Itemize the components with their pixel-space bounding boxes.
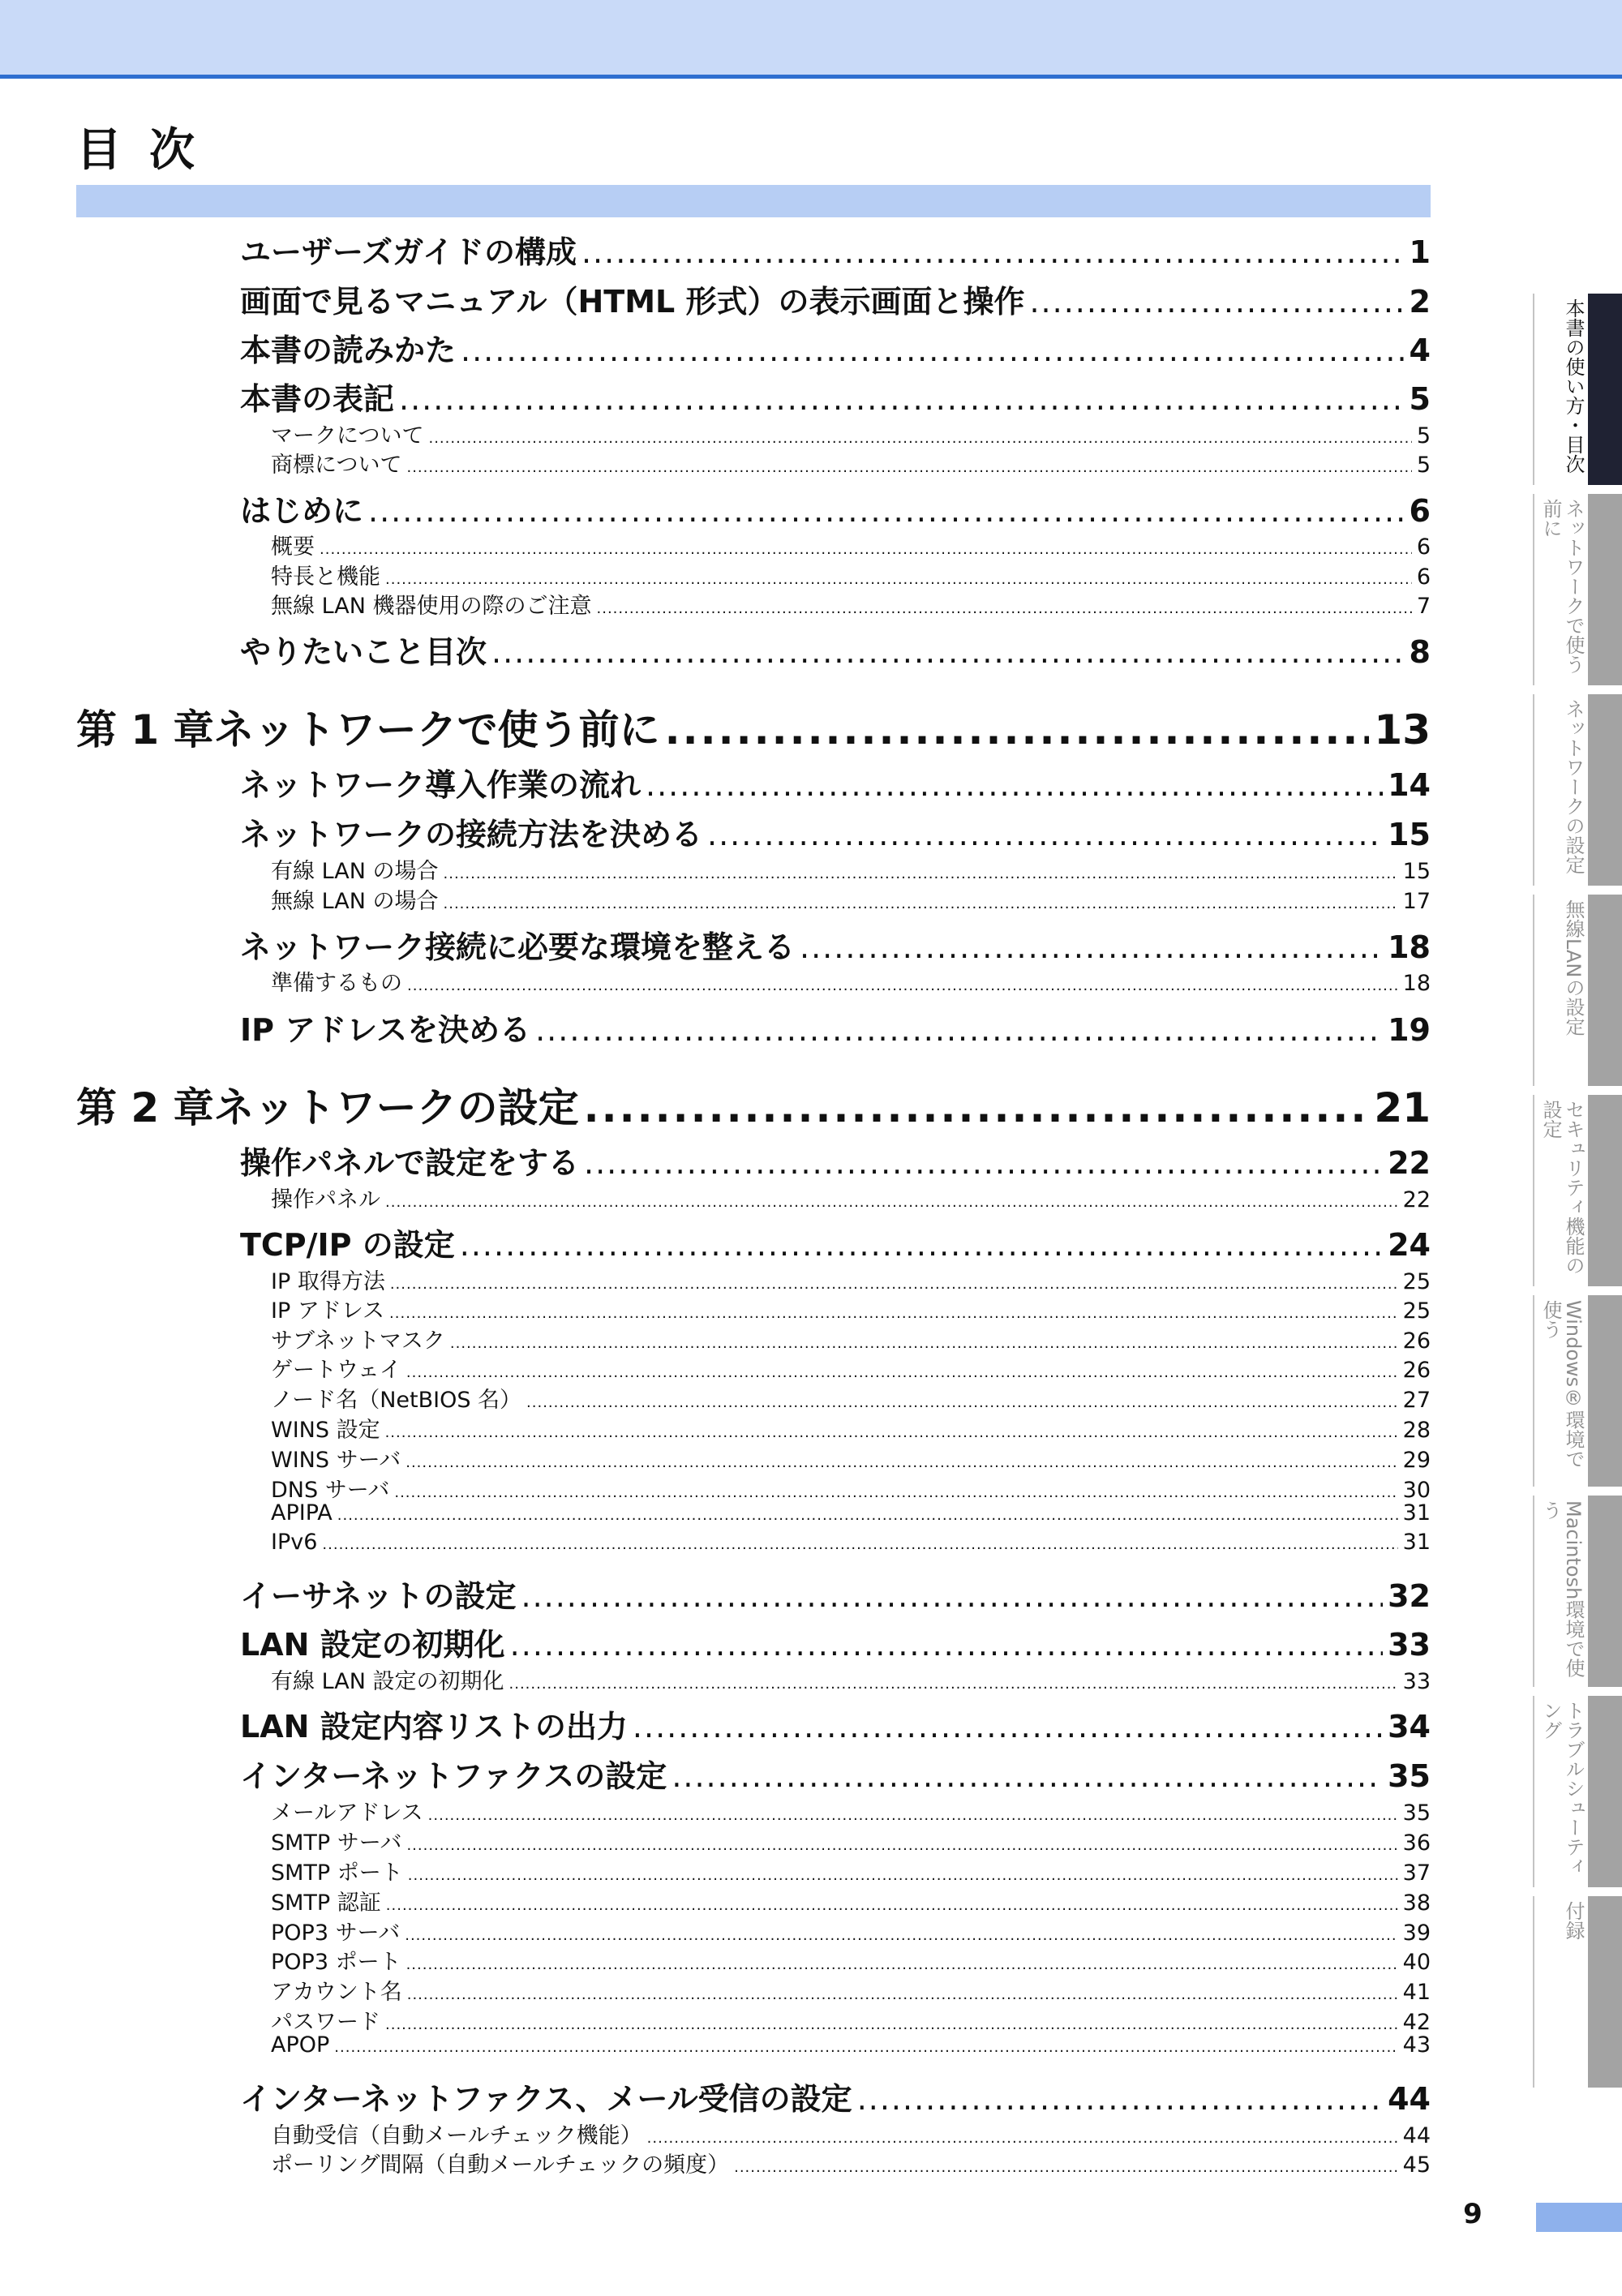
toc-subsection[interactable] [271,2118,1431,2149]
toc-entry-title: DNS サーバ [271,1477,390,1503]
dot-leader [509,1676,1398,1693]
toc-page-number: 29 [1402,1447,1431,1473]
toc-section[interactable] [240,325,1431,370]
dot-leader [337,1507,1398,1524]
toc-entry-title: ネットワーク接続に必要な環境を整える [240,929,796,966]
toc-subsection[interactable] [271,1855,1431,1886]
side-tab[interactable] [1533,1896,1622,2088]
toc-page-number: 35 [1402,1800,1431,1826]
toc-subsection[interactable] [271,965,1431,997]
toc-entry-title: 有線 LAN の場合 [271,858,439,884]
dot-leader [597,600,1412,617]
toc-entry-title: APIPA [271,1500,333,1526]
toc-subsection[interactable] [271,1825,1431,1856]
toc-entry-title: 自動受信（自動メールチェック機能） [271,2122,642,2148]
toc-entry-title: 有線 LAN 設定の初期化 [271,1668,504,1694]
toc-page-number: 7 [1416,593,1431,619]
dot-leader [584,1145,1383,1181]
side-tab-label: 本書の使い方・目次 [1562,298,1585,474]
dot-leader [491,634,1405,670]
toc-entry-title: LAN 設定の初期化 [240,1627,505,1663]
toc-entry-title: IP アドレスを決める [240,1012,531,1049]
toc-entry-title: ネットワークの接続方法を決める [240,817,703,853]
toc-entry-title: マークについて [271,423,424,448]
dot-leader [385,1194,1398,1211]
toc-subsection[interactable] [271,1323,1431,1354]
side-tab-edge [1533,1896,1534,2088]
toc-page-number: 26 [1402,1328,1431,1354]
toc-section[interactable] [240,374,1431,418]
toc-entry-title: POP3 サーバ [271,1920,401,1946]
toc-subsection[interactable] [271,1412,1431,1444]
side-tab-strip [1588,1095,1622,1286]
dot-leader [428,1807,1398,1824]
toc-page-number: 5 [1416,423,1431,448]
toc-section[interactable] [240,627,1431,672]
toc-page-number: 27 [1402,1387,1431,1413]
toc-page-number: 17 [1402,888,1431,914]
dot-leader [385,2016,1398,2033]
side-tab-strip [1588,494,1622,685]
toc-page-number: 36 [1402,1830,1431,1856]
toc-subsection[interactable] [271,1944,1431,1976]
page-title: 目次 [76,124,222,177]
toc-subsection[interactable] [271,1500,1431,1526]
top-header-bar [0,0,1622,79]
dot-leader [407,977,1398,994]
side-tab-label: ネットワークで使う前に [1539,499,1585,674]
dot-leader [461,333,1405,368]
toc-entry-title: IP 取得方法 [271,1268,385,1294]
toc-section[interactable] [240,2074,1431,2118]
dot-leader [385,1424,1398,1441]
toc-page-number: 44 [1402,2122,1431,2148]
side-tab[interactable] [1533,1095,1622,1286]
toc-subsection[interactable] [271,1182,1431,1213]
side-tab-edge [1533,895,1534,1086]
side-tab-label: Macintosh環境で使う [1539,1500,1585,1678]
side-tab-strip [1588,1496,1622,1687]
side-tab-label: 付録 [1562,1901,1585,1940]
toc-entry-title: ポーリング間隔（自動メールチェックの頻度） [271,2152,730,2178]
side-tab-edge [1533,694,1534,886]
dot-leader [406,1364,1398,1381]
toc-page-number: 6 [1409,493,1431,530]
toc-page-number: 2 [1409,284,1431,320]
dot-leader [389,1305,1398,1322]
dot-leader [334,2039,1397,2056]
toc-chapter[interactable] [76,1075,1431,1134]
toc-entry-title: ネットワークで使う前に [213,706,660,753]
toc-page-number: 5 [1416,452,1431,478]
toc-subsection[interactable] [271,883,1431,915]
toc-entry-title: POP3 ポート [271,1949,401,1975]
toc-entry-title: 概要 [271,534,315,560]
side-tab[interactable] [1533,895,1622,1086]
toc-section[interactable] [240,809,1431,854]
toc-entry-title: LAN 設定内容リストの出力 [240,1709,628,1745]
dot-leader [734,2159,1398,2176]
chapter-number: 第 1 章 [76,706,214,753]
toc-entry-title: ユーザーズガイドの構成 [240,234,577,271]
toc-subsection[interactable] [271,2004,1431,2036]
dot-leader [857,2081,1383,2117]
toc-page-number: 33 [1402,1668,1431,1694]
dot-leader [1029,284,1404,320]
side-tab[interactable] [1533,694,1622,886]
side-tab-edge [1533,1496,1534,1687]
toc-entry-title: はじめに [240,493,364,530]
toc-entry-title: やりたいこと目次 [240,634,487,671]
dot-leader [406,1837,1397,1854]
toc-page-number: 39 [1402,1920,1431,1946]
page-number: 9 [1463,2198,1483,2230]
toc-page-number: 37 [1402,1860,1431,1886]
toc-subsection[interactable] [271,1795,1431,1826]
toc-page-number: 33 [1388,1627,1431,1663]
toc-page-number: 45 [1402,2152,1431,2178]
side-tab-strip [1588,294,1622,485]
toc-section[interactable] [240,1138,1431,1182]
side-tab-label: セキュリティ機能の設定 [1539,1100,1585,1275]
dot-leader [665,706,1370,753]
toc-page-number: 32 [1388,1578,1431,1615]
dot-leader [386,1897,1398,1914]
dot-leader [399,381,1405,417]
toc-entry-title: パスワード [271,2009,380,2035]
toc-page-number: 35 [1388,1758,1431,1795]
toc-entry-title: ノード名（NetBIOS 名） [271,1387,522,1413]
toc-page-number: 25 [1402,1268,1431,1294]
toc-page-number: 34 [1388,1709,1431,1745]
toc-section[interactable] [240,227,1431,272]
dot-leader [406,1454,1397,1471]
toc-page-number: 1 [1409,234,1431,271]
toc-entry-title: 準備するもの [271,970,402,996]
toc-page-number: 18 [1388,929,1431,966]
dot-leader [633,1709,1383,1745]
dot-leader [320,541,1412,558]
dot-leader [707,817,1383,852]
dot-leader [800,929,1383,965]
dot-leader [405,1927,1397,1944]
side-tab-edge [1533,1095,1534,1286]
toc-entry-title: ネットワーク導入作業の流れ [240,767,642,804]
dot-leader [672,1758,1383,1794]
toc-subsection[interactable] [271,2032,1431,2058]
side-tab-strip [1588,1696,1622,1887]
dot-leader [428,430,1411,447]
toc-section[interactable] [240,760,1431,805]
title-rule [76,185,1431,217]
toc-subsection[interactable] [271,1264,1431,1295]
toc-page-number: 28 [1402,1417,1431,1443]
dot-leader [535,1012,1383,1048]
toc-section[interactable] [240,922,1431,967]
dot-leader [444,895,1398,912]
toc-section[interactable] [240,486,1431,530]
toc-entry-title: 本書の表記 [240,381,395,418]
toc-subsection[interactable] [271,418,1431,449]
toc-page-number: 13 [1374,706,1431,753]
side-tab-edge [1533,294,1534,485]
toc-entry-title: インターネットファクス、メール受信の設定 [240,2081,852,2118]
toc-entry-title: SMTP ポート [271,1860,403,1886]
toc-page-number: 22 [1402,1187,1431,1212]
side-tab-edge [1533,494,1534,685]
toc-page-number: 8 [1409,634,1431,671]
dot-leader [460,1227,1383,1263]
dot-leader [581,234,1405,270]
dot-leader [406,1956,1398,1973]
toc-entry-title: 操作パネルで設定をする [240,1145,580,1182]
toc-section[interactable] [240,1620,1431,1664]
toc-entry-title: メールアドレス [271,1800,423,1826]
toc-entry-title: 商標について [271,452,402,478]
side-tab-strip [1588,895,1622,1086]
side-tab-label: Windows®環境で使う [1539,1300,1585,1469]
toc-entry-title: 画面で見るマニュアル（HTML 形式）の表示画面と操作 [240,284,1025,320]
side-tab-label: トラブルシューティング [1539,1701,1585,1876]
toc-entry-title: WINS サーバ [271,1447,401,1473]
toc-page-number: 38 [1402,1890,1431,1916]
toc-subsection[interactable] [271,853,1431,885]
side-tab-edge [1533,1696,1534,1887]
dot-leader [584,1084,1370,1131]
toc-subsection[interactable] [271,1382,1431,1414]
side-tab[interactable] [1533,1295,1622,1487]
toc-page-number: 30 [1402,1477,1431,1503]
side-tab-strip [1588,694,1622,886]
toc-entry-title: WINS 設定 [271,1417,380,1443]
toc-entry-title: SMTP サーバ [271,1830,402,1856]
toc-entry-title: TCP/IP の設定 [240,1227,455,1264]
toc-entry-title: APOP [271,2032,330,2058]
toc-page-number: 6 [1416,534,1431,560]
dot-leader [368,493,1405,529]
toc-subsection[interactable] [271,1442,1431,1474]
dot-leader [526,1394,1398,1411]
side-tab-strip [1588,1295,1622,1487]
toc-page-number: 15 [1388,817,1431,853]
toc-subsection[interactable] [271,559,1431,590]
toc-entry-title: SMTP 認証 [271,1890,381,1916]
side-tab-navigation [1533,294,1622,2086]
dot-leader [444,865,1398,882]
chapter-number: 第 2 章 [76,1084,214,1131]
dot-leader [385,571,1412,588]
toc-entry-title: イーサネットの設定 [240,1578,517,1615]
toc-page-number: 18 [1402,970,1431,996]
toc-subsection[interactable] [271,1352,1431,1384]
toc-entry-title: 特長と機能 [271,564,380,590]
toc-entry-title: ネットワークの設定 [213,1084,579,1131]
toc-chapter[interactable] [76,697,1431,756]
toc-page-number: 44 [1388,2081,1431,2118]
toc-subsection[interactable] [271,1915,1431,1946]
toc-page-number: 43 [1402,2032,1431,2058]
side-tab-edge [1533,1295,1534,1487]
toc-page-number: 31 [1402,1500,1431,1526]
side-tab[interactable] [1533,294,1622,485]
toc-subsection[interactable] [271,1974,1431,2006]
toc-entry-title: ゲートウェイ [271,1357,401,1383]
toc-section[interactable] [240,1751,1431,1796]
dot-leader [647,2130,1398,2147]
dot-leader [521,1578,1383,1614]
toc-entry-title: IP アドレス [271,1298,385,1324]
side-tab-strip [1588,1896,1622,2088]
toc-section[interactable] [240,1220,1431,1264]
toc-subsection[interactable] [271,1885,1431,1916]
side-tab[interactable] [1533,1696,1622,1887]
toc-subsection[interactable] [271,529,1431,560]
toc-page-number: 19 [1388,1012,1431,1049]
toc-entry-title: 無線 LAN の場合 [271,888,439,914]
dot-leader [406,459,1411,476]
toc-page-number: 5 [1409,381,1431,418]
toc-page-number: 4 [1409,333,1431,369]
toc-subsection[interactable] [271,447,1431,479]
toc-subsection[interactable] [271,1293,1431,1324]
toc-entry-title: 本書の読みかた [240,333,457,369]
toc-page-number: 41 [1402,1979,1431,2005]
toc-entry-title: IPv6 [271,1529,318,1555]
side-tab-label: 無線LANの設定 [1562,899,1585,1036]
toc-page-number: 21 [1374,1084,1431,1131]
toc-entry-title: 操作パネル [271,1187,380,1212]
toc-subsection[interactable] [271,2147,1431,2178]
dot-leader [646,767,1383,803]
toc-entry-title: 無線 LAN 機器使用の際のご注意 [271,593,592,619]
toc-entry-title: アカウント名 [271,1979,402,2005]
toc-page-number: 22 [1388,1145,1431,1182]
side-tab-label: ネットワークの設定 [1562,699,1585,874]
toc-section[interactable] [240,1702,1431,1746]
dot-leader [394,1484,1397,1501]
dot-leader [408,1867,1398,1884]
toc-page-number: 24 [1388,1227,1431,1264]
dot-leader [450,1335,1398,1352]
dot-leader [322,1536,1397,1553]
dot-leader [510,1627,1383,1663]
toc-page-number: 31 [1402,1529,1431,1555]
side-tab[interactable] [1533,1496,1622,1687]
toc-page-number: 14 [1388,767,1431,804]
toc-section[interactable] [240,277,1431,321]
toc-page-number: 42 [1402,2009,1431,2035]
toc-subsection[interactable] [271,1663,1431,1695]
toc-subsection[interactable] [271,588,1431,620]
toc-subsection[interactable] [271,1472,1431,1504]
toc-subsection[interactable] [271,1530,1431,1555]
toc-section[interactable] [240,1571,1431,1616]
toc-page-number: 25 [1402,1298,1431,1324]
toc-page-number: 26 [1402,1357,1431,1383]
toc-page-number: 15 [1402,858,1431,884]
toc-entry-title: サブネットマスク [271,1328,445,1354]
toc-page-number: 40 [1402,1949,1431,1975]
page-number-bar [1536,2203,1622,2232]
toc-page-number: 6 [1416,564,1431,590]
dot-leader [407,1986,1398,2003]
side-tab[interactable] [1533,494,1622,685]
toc-section[interactable] [240,1005,1431,1049]
toc-entry-title: インターネットファクスの設定 [240,1758,667,1795]
table-of-contents [0,219,1460,2198]
dot-leader [390,1276,1398,1293]
